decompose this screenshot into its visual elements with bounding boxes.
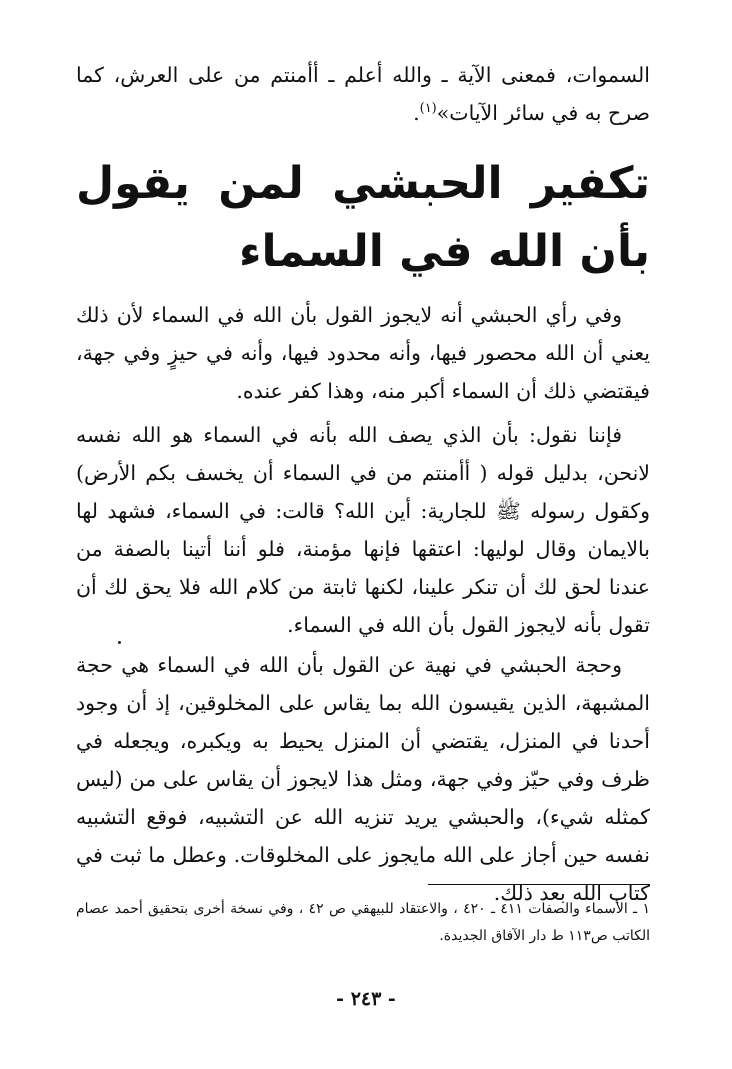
section-heading: تكفير الحبشي لمن يقول بأن الله في السماء <box>76 158 650 277</box>
paragraph-1: وفي رأي الحبشي أنه لايجوز القول بأن الله في السماء لأن ذلك يعني أن الله محصور فيها، وأنه محدود فيها، وأنه في حيزٍ وفي جهة، فيقتضي ذلك أن السماء أكبر منه، وهذا كفر عنده. <box>76 303 650 403</box>
footnote-divider <box>428 884 650 885</box>
continuation-paragraph <box>76 56 650 132</box>
paragraph-3: وحجة الحبشي في نهية عن القول بأن الله في السماء هي حجة المشبهة، الذين يقيسون الله بما يقاس على المخلوقين، إذ أن وجود أحدنا في المنزل، يقتضي أن المنزل يحيط به ويكبره، ويجعله في ظرف وفي حيّز وفي جهة، ومثل هذا لايجوز أن يقاس على من (ليس كمثله شيء)، والحبشي يريد تنزيه الله عن التشبيه، فوقع التشبيه نفسه حين أجاز على الله مايجوز على المخلوقات. وعطل ما ثبت في كتاب الله بعد ذلك. <box>76 653 650 905</box>
footnote-1: ١ ـ الأسماء والصفات ٤١١ ـ ٤٢٠ ، والاعتقاد للبيهقي ص ٤٢ ، وفي نسخة أخرى بتحقيق أحمد عصام الكاتب ص١١٣ ط دار الآفاق الجديدة. <box>76 901 650 944</box>
paragraph-2: فإننا نقول: بأن الذي يصف الله بأنه في السماء هو الله نفسه لانحن، بدليل قوله ( أأمنتم من في السماء أن يخسف بكم الأرض) وكقول رسوله ﷺ للجارية: أين الله؟ قالت: في السماء، فشهد لها بالايمان وقال لوليها: اعتقها فإنها مؤمنة، فلو أننا أتينا بالصفة من عندنا لحق لك أن تنكر علينا، لكنها ثابتة من كلام الله فلا يحق لك أن تقول بأنه لايجوز القول بأن الله في السماء. <box>76 423 650 637</box>
continuation-line-2: به في سائر الآيات»$^{(١)}$. <box>413 101 602 125</box>
print-speck <box>118 641 121 644</box>
continuation-line-1: السموات، فمعنى الآية ـ والله أعلم ـ أأمنتم من على العرش، كما صرح <box>76 63 650 125</box>
footnote-reference: (١) <box>419 101 437 117</box>
page-number: - ٢٤٣ - <box>336 988 396 1010</box>
